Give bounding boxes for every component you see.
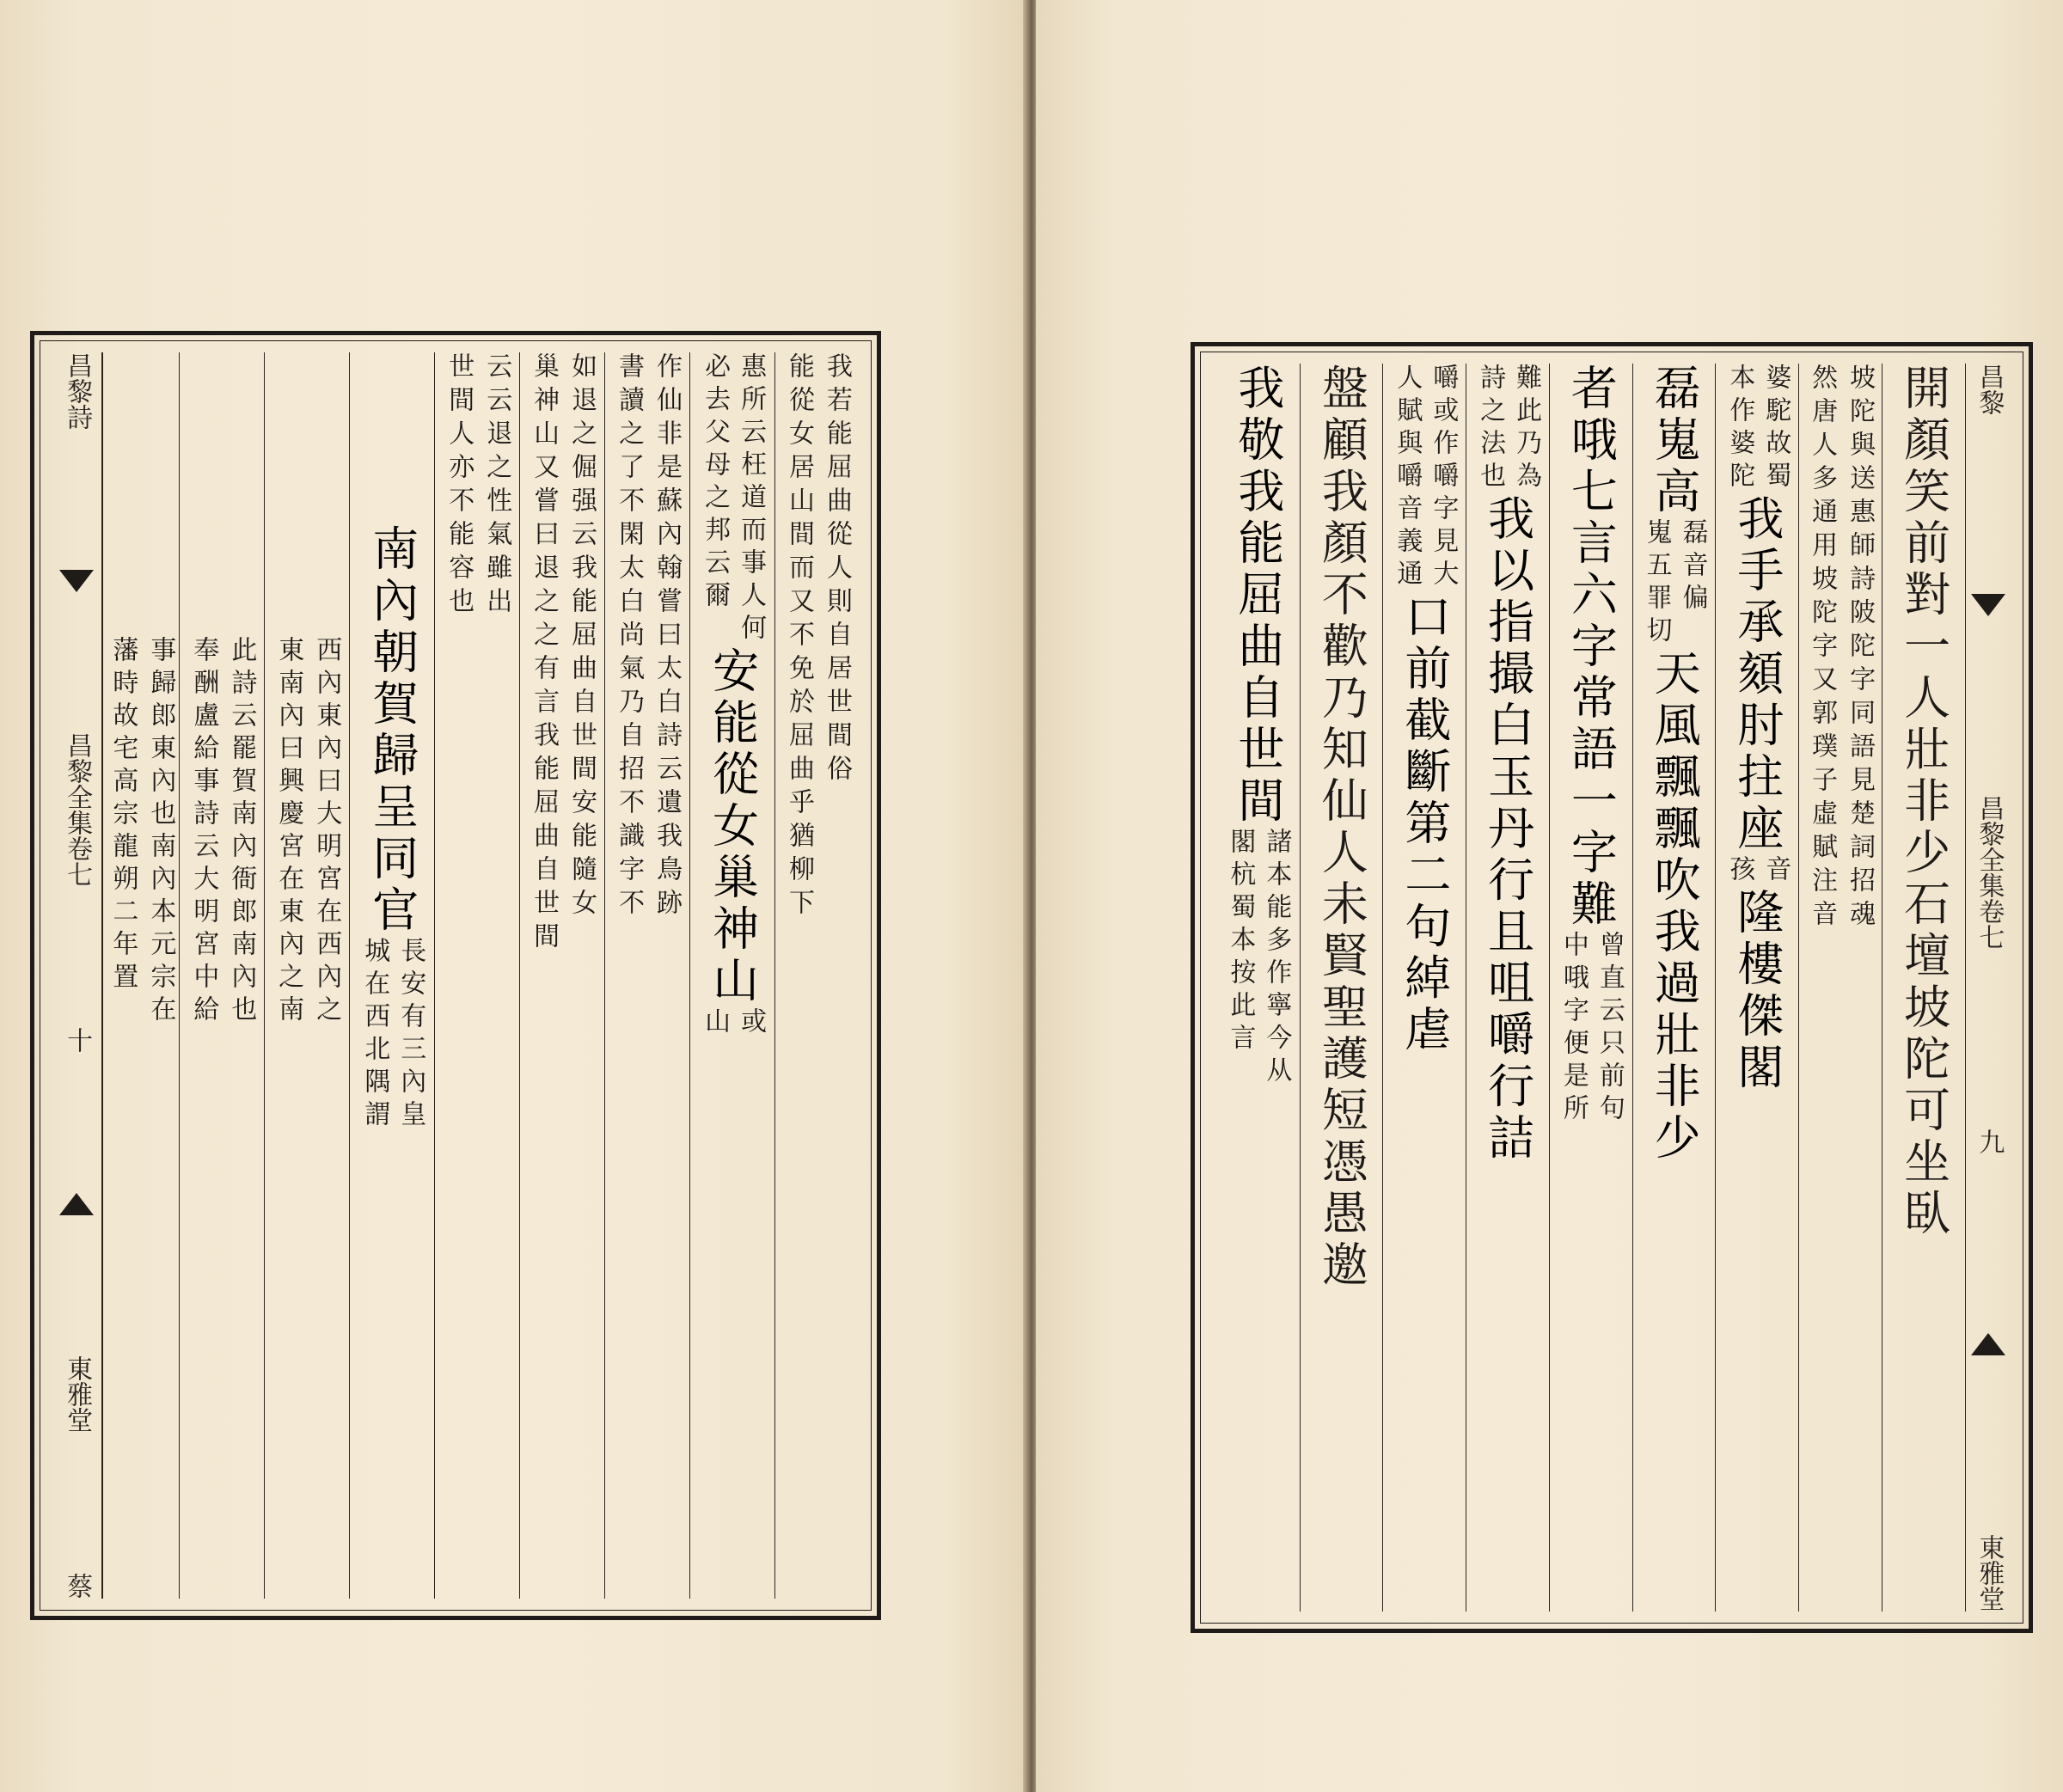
main-text: 開顏笑前對一人壯非少石壇坡陀可坐臥 xyxy=(1896,364,1951,1240)
annotation-line: 事歸郎東內也南內本元宗在 xyxy=(145,636,176,1028)
annotation-line: 孩 xyxy=(1724,855,1755,888)
annotation-line: 必去父母之邦云爾 xyxy=(700,352,731,614)
right-page xyxy=(1036,0,2063,1792)
left-text-columns xyxy=(52,352,860,1599)
annotation-line: 詩之法也 xyxy=(1475,364,1506,494)
annotation-line: 此詩云罷賀南內衙郎南內也 xyxy=(226,636,257,1028)
annotation-line: 西內東內曰大明宮在西內之 xyxy=(311,636,342,1028)
annotation-line: 巢神山又嘗曰退之之有言我能屈曲自世間 xyxy=(529,352,560,956)
main-text: 者哦七言六字常語一字難 xyxy=(1564,364,1619,931)
annotation-line: 我若能屈曲從人則自居世間俗 xyxy=(822,352,853,788)
annotation-line: 藩時故宅高宗龍朔二年置 xyxy=(107,636,138,995)
annotation-line: 曾直云只前句 xyxy=(1594,931,1625,1127)
main-text: 天風飄飄吹我過壯非少 xyxy=(1647,649,1702,1165)
left-page xyxy=(0,0,1027,1792)
left-text-frame xyxy=(30,331,881,1620)
main-text: 磊嵬高 xyxy=(1647,364,1702,518)
margin-volume-title: 昌黎全集卷七 xyxy=(1974,795,2005,950)
text-column xyxy=(264,352,349,1599)
main-text: 我敬我能屈曲自世間 xyxy=(1230,364,1285,828)
right-margin-band xyxy=(1965,364,2011,1612)
annotation-line: 嚼或作嚼字見大 xyxy=(1428,364,1459,592)
margin-volume-title: 昌黎全集卷七 xyxy=(62,732,93,887)
annotation-line: 磊音偏 xyxy=(1677,518,1708,616)
main-text: 安能從女巢神山 xyxy=(705,646,760,1007)
annotation-line: 世間人亦不能容也 xyxy=(444,352,474,621)
annotation-line: 閣杭蜀本按此言 xyxy=(1225,828,1256,1056)
main-text: 我手承頦肘拄座 xyxy=(1729,494,1784,855)
text-column xyxy=(102,352,179,1599)
margin-top-label: 昌黎詩 xyxy=(62,352,93,430)
annotation-line: 如退之倔强云我能屈曲自世間安能隨女 xyxy=(566,352,597,922)
margin-hall-name: 東雅堂 xyxy=(62,1355,93,1433)
annotation-line: 惠所云枉道而事人何 xyxy=(736,352,767,646)
annotation-line: 奉酬盧給事詩云大明宮中給 xyxy=(188,636,219,1028)
text-column xyxy=(1715,364,1798,1612)
left-margin-band xyxy=(52,352,102,1599)
annotation-line: 書讀之了不閑太白尚氣乃自招不識字不 xyxy=(614,352,645,922)
text-column xyxy=(349,352,434,1599)
fishtail-mark-icon xyxy=(1971,1333,2005,1355)
annotation-line: 能從女居山間而又不免於屈曲乎猶柳下 xyxy=(784,352,815,922)
text-column xyxy=(434,352,519,1599)
text-column xyxy=(1382,364,1466,1612)
annotation-line: 長安有三內皇 xyxy=(395,937,426,1133)
fishtail-mark-icon xyxy=(59,1193,94,1215)
text-column xyxy=(604,352,689,1599)
annotation-line: 然唐人多通用坡陀字又郭璞子虛賦注音 xyxy=(1807,364,1838,933)
margin-leaf-number: 九 xyxy=(1974,1128,2005,1154)
margin-hall-name: 東雅堂 xyxy=(1974,1534,2005,1612)
text-column xyxy=(774,352,860,1599)
annotation-line: 難此乃為 xyxy=(1511,364,1542,494)
text-column xyxy=(1466,364,1549,1612)
text-column xyxy=(689,352,774,1599)
annotation-line: 本作婆陀 xyxy=(1724,364,1755,494)
main-text: 我以指撮白玉丹行且咀嚼行詰 xyxy=(1480,494,1535,1165)
annotation-line: 嵬五罪切 xyxy=(1641,518,1672,649)
text-column xyxy=(1798,364,1882,1612)
annotation-line: 作仙非是蘇內翰嘗曰太白詩云遺我鳥跡 xyxy=(652,352,683,922)
main-text: 盤顧我顏不歡乃知仙人未賢聖護短憑愚邀 xyxy=(1314,364,1369,1292)
right-text-frame xyxy=(1191,342,2033,1633)
margin-leaf-number: 十 xyxy=(62,1027,93,1053)
annotation-line: 諸本能多作寧今从 xyxy=(1261,828,1292,1089)
annotation-line: 坡陀與送惠師詩陂陀字同語見楚詞招魂 xyxy=(1845,364,1876,933)
annotation-line: 東南內曰興慶宮在東內之南 xyxy=(273,636,304,1028)
annotation-line: 音 xyxy=(1760,855,1791,888)
text-column xyxy=(1632,364,1716,1612)
annotation-line: 云云退之性氣雖出 xyxy=(481,352,512,621)
text-column xyxy=(1882,364,1965,1612)
annotation-line: 婆駝故蜀 xyxy=(1760,364,1791,494)
annotation-line: 中哦字便是所 xyxy=(1558,931,1589,1127)
fishtail-mark-icon xyxy=(1971,594,2005,616)
text-column xyxy=(1549,364,1632,1612)
margin-carver-mark: 蔡 xyxy=(62,1573,93,1599)
margin-top-label: 昌黎 xyxy=(1974,364,2005,415)
annotation-line: 或 xyxy=(736,1007,767,1040)
poem-title: 南內朝賀歸呈同官 xyxy=(364,524,419,937)
main-text: 口前截斷第二句綽虐 xyxy=(1397,592,1452,1056)
right-text-columns xyxy=(1216,364,2011,1612)
fishtail-mark-icon xyxy=(59,570,94,592)
main-text: 隆樓傑閣 xyxy=(1729,888,1784,1094)
text-column xyxy=(1216,364,1300,1612)
annotation-line: 山 xyxy=(700,1007,731,1040)
text-column xyxy=(1300,364,1383,1612)
text-column xyxy=(179,352,264,1599)
text-column xyxy=(519,352,604,1599)
annotation-line: 人賦與嚼音義通 xyxy=(1392,364,1423,592)
annotation-line: 城在西北隅謂 xyxy=(359,937,390,1133)
